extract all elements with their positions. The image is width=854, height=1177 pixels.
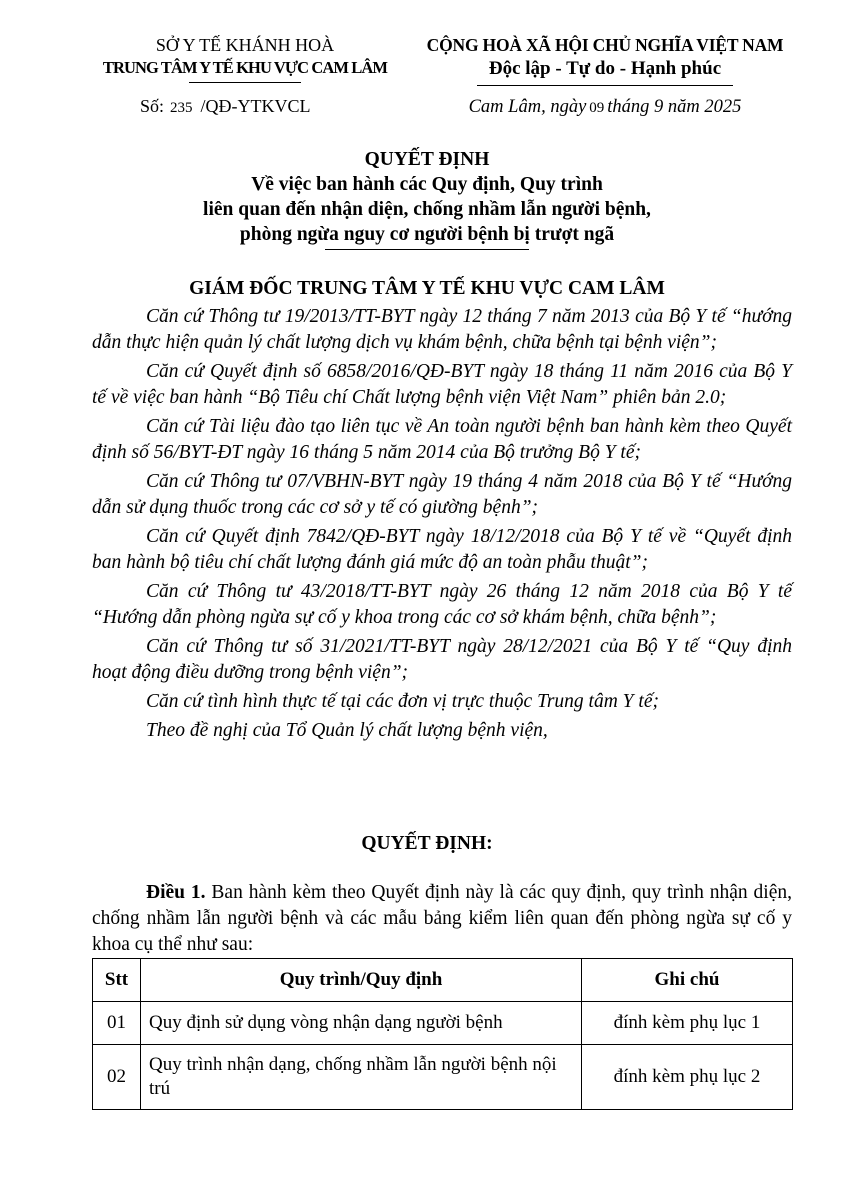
issuing-agency: TRUNG TÂM Y TẾ KHU VỰC CAM LÂM bbox=[102, 58, 388, 77]
column-header-procedure: Quy trình/Quy định bbox=[141, 959, 582, 1002]
row-stt: 01 bbox=[93, 1002, 141, 1045]
basis-paragraph: Theo đề nghị của Tổ Quản lý chất lượng bệnh viện, bbox=[146, 720, 548, 741]
director-heading: GIÁM ĐỐC TRUNG TÂM Y TẾ KHU VỰC CAM LÂM bbox=[189, 278, 665, 299]
national-header bbox=[405, 34, 805, 119]
legal-basis bbox=[92, 304, 792, 747]
title-underline bbox=[325, 249, 529, 250]
issue-date-suffix: tháng 9 năm 2025 bbox=[607, 97, 742, 117]
basis-paragraph: Căn cứ Tài liệu đào tạo liên tục về An toàn người bệnh ban hành kèm theo Quyết định số 56/BYT-ĐT ngày 16 tháng 5 năm 2014 của Bộ trưởng Bộ Y tế; bbox=[92, 416, 792, 463]
basis-paragraph: Căn cứ Quyết định 7842/QĐ-BYT ngày 18/12/2018 của Bộ Y tế về “Quyết định ban hành bộ tiêu chí chất lượng đánh giá mức độ an toàn phẫu thuật”; bbox=[92, 526, 792, 573]
row-procedure: Quy trình nhận dạng, chống nhầm lẫn người bệnh nội trú bbox=[141, 1045, 582, 1110]
issue-date-prefix: Cam Lâm, ngày bbox=[468, 97, 587, 117]
article-1-paragraph bbox=[92, 880, 792, 958]
agency-header bbox=[80, 34, 410, 119]
article-1-text: Ban hành kèm theo Quyết định này là các quy định, quy trình nhận diện, chống nhầm lẫn người bệnh và các mẫu bảng kiểm liên quan đến phòng ngừa sự cố y khoa cụ thể như sau: bbox=[92, 882, 793, 955]
document-number bbox=[80, 95, 410, 119]
document-number-label: Số: bbox=[140, 96, 165, 116]
parent-agency: SỞ Y TẾ KHÁNH HOÀ bbox=[155, 35, 335, 55]
row-procedure: Quy định sử dụng vòng nhận dạng người bệnh bbox=[141, 1002, 582, 1045]
decision-heading: QUYẾT ĐỊNH bbox=[364, 149, 490, 170]
table-header-row bbox=[93, 959, 793, 1002]
motto-underline bbox=[477, 85, 733, 86]
issue-date bbox=[405, 96, 805, 119]
basis-paragraph: Căn cứ Quyết định số 6858/2016/QĐ-BYT ngày 18 tháng 11 năm 2016 của Bộ Y tế về việc ban hành “Bộ Tiêu chí Chất lượng bệnh viện Việt Nam” phiên bản 2.0; bbox=[92, 361, 792, 408]
document-number-value: 235 bbox=[170, 100, 193, 116]
decision-title bbox=[0, 147, 854, 250]
procedure-table bbox=[92, 958, 793, 1110]
column-header-note: Ghi chú bbox=[582, 959, 793, 1002]
basis-paragraph: Căn cứ Thông tư 19/2013/TT-BYT ngày 12 tháng 7 năm 2013 của Bộ Y tế “hướng dẫn thực hiện quản lý chất lượng dịch vụ khám bệnh, chữa bệnh tại bệnh viện”; bbox=[92, 306, 792, 353]
basis-paragraph: Căn cứ tình hình thực tế tại các đơn vị trực thuộc Trung tâm Y tế; bbox=[146, 691, 659, 712]
row-note: đính kèm phụ lục 2 bbox=[582, 1045, 793, 1110]
article-1-label: Điều 1. bbox=[146, 882, 206, 903]
document-number-suffix: /QĐ-YTKVCL bbox=[200, 96, 311, 116]
decision-subject-line-1: Về việc ban hành các Quy định, Quy trình bbox=[251, 174, 603, 195]
table-row bbox=[93, 1002, 793, 1045]
decision-subject-line-3: phòng ngừa nguy cơ người bệnh bị trượt ngã bbox=[239, 224, 615, 245]
decision-subject-line-2: liên quan đến nhận diện, chống nhầm lẫn người bệnh, bbox=[203, 199, 651, 220]
agency-underline bbox=[189, 82, 301, 83]
basis-paragraph: Căn cứ Thông tư 07/VBHN-BYT ngày 19 tháng 4 năm 2018 của Bộ Y tế “Hướng dẫn sử dụng thuốc trong các cơ sở y tế có giường bệnh”; bbox=[92, 471, 792, 518]
national-motto: Độc lập - Tự do - Hạnh phúc bbox=[488, 58, 722, 79]
row-stt: 02 bbox=[93, 1045, 141, 1110]
issue-date-day: 09 bbox=[589, 100, 605, 116]
table-row bbox=[93, 1045, 793, 1110]
national-title: CỘNG HOÀ XÃ HỘI CHỦ NGHĨA VIỆT NAM bbox=[426, 35, 784, 55]
basis-paragraph: Căn cứ Thông tư số 31/2021/TT-BYT ngày 28/12/2021 của Bộ Y tế “Quy định hoạt động điều dưỡng trong bệnh viện”; bbox=[92, 636, 792, 683]
article-1 bbox=[92, 880, 792, 958]
decide-heading: QUYẾT ĐỊNH: bbox=[361, 833, 493, 854]
column-header-stt: Stt bbox=[93, 959, 141, 1002]
basis-paragraph: Căn cứ Thông tư 43/2018/TT-BYT ngày 26 tháng 12 năm 2018 của Bộ Y tế “Hướng dẫn phòng ngừa sự cố y khoa trong các cơ sở khám bệnh, chữa bệnh”; bbox=[92, 581, 792, 628]
row-note: đính kèm phụ lục 1 bbox=[582, 1002, 793, 1045]
